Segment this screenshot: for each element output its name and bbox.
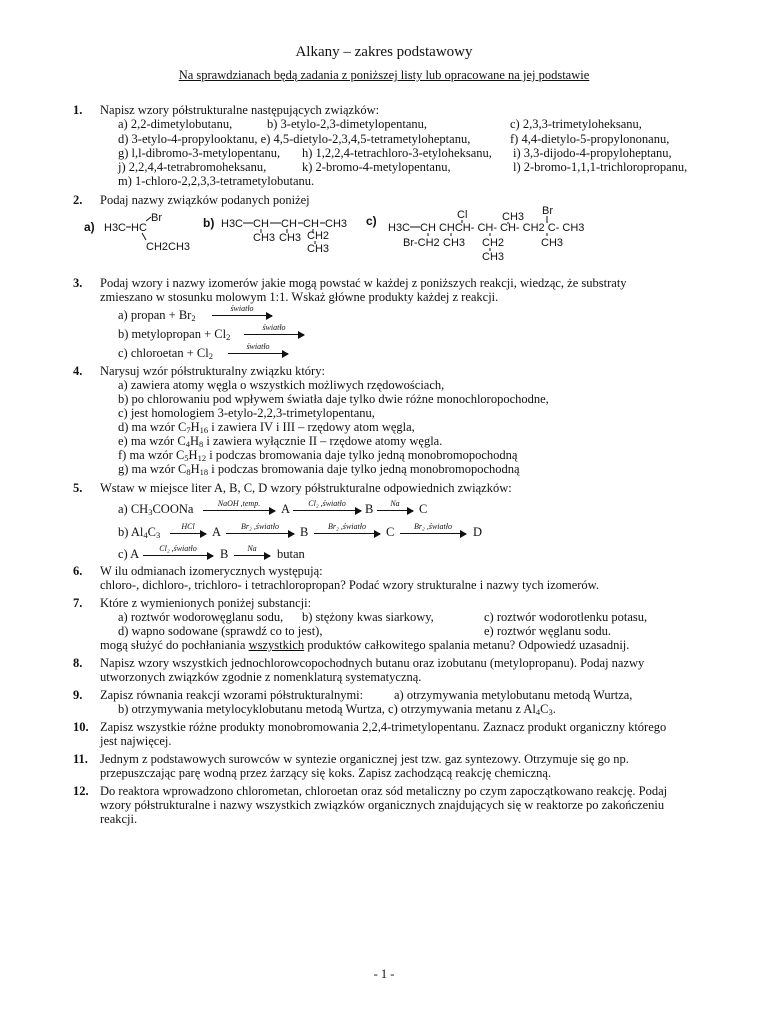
q1-item-c: c) 2,3,3-trimetyloheksanu, (510, 117, 642, 131)
q5-b-D: D (473, 525, 483, 539)
q7-number: 7. (73, 596, 83, 610)
q5-b-arrow-3: Br₂ ,światło (314, 520, 380, 534)
formula-a-label: a) (84, 220, 95, 234)
page-number: - 1 - (373, 967, 395, 981)
q3-reaction-c: c) chloroetan + $Cl_2$ (118, 346, 213, 361)
formula-b-ch2-branch: CH2 (307, 230, 330, 242)
formula-c-ch2: CH2 (482, 237, 505, 249)
q5-text: Wstaw w miejsce liter A, B, C, D wzory półstrukturalne odpowiednich związków: (100, 481, 512, 495)
q5-b-A: A (212, 525, 222, 539)
q5-number: 5. (73, 481, 83, 495)
q7-item-e: e) roztwór węglanu sodu. (484, 624, 612, 638)
q6-line-2: chloro-, dichloro-, trichloro- i tetrachloropropan? Podać wzory strukturalne i nazwy tych izomerów. (100, 578, 600, 592)
q10-line-1: Zapisz wszystkie różne produkty monobromowania 2,2,4-trimetylopentanu. Zaznacz produkt organiczny którego (100, 720, 667, 734)
q3-reaction-b: b) metylopropan + $Cl_2$ (118, 327, 231, 342)
q3-arrow-b: światło (244, 321, 304, 335)
formula-b-ch3: CH (303, 218, 319, 230)
q5-a-arrow-1: NaOH ,temp. (203, 497, 275, 511)
q6-number: 6. (73, 564, 83, 578)
q9-line-1b: a) otrzymywania metylobutanu metodą Wurtza, (394, 688, 633, 702)
q1-item-l: l) 2-bromo-1,1,1-trichloropropanu, (513, 160, 688, 174)
q5-c-arrow-1: Cl₂ ,światło (143, 542, 213, 556)
q6-line-1: W ilu odmianach izomerycznych występują: (100, 564, 323, 578)
q4-item-a: a) zawiera atomy węgla o wszystkich możliwych rzędowościach, (118, 378, 445, 392)
q3-reaction-a: a) propan + $Br_2$ (118, 308, 196, 323)
q4-item-g: g) ma wzór $C_8H_{18}$ i podczas bromowania daje tylko jedną monobromopochodną (118, 462, 520, 477)
q5-a-B: B (365, 502, 374, 516)
q4-item-b: b) po chlorowaniu pod wpływem światła daje tylko dwie różne monochloropochodne, (118, 392, 549, 406)
q5-b-C: C (386, 525, 395, 539)
q12-line-2: wzory półstrukturalne i nazwy wszystkich związków organicznych znajdujących się w reaktorze po zakończeniu (100, 798, 665, 812)
formula-c-h3c: H3C (388, 222, 411, 234)
formula-b-h3c: H3C (221, 218, 244, 230)
q12-number: 12. (73, 784, 89, 798)
q5-b-arrow-4: Br₂ ,światło (400, 520, 466, 534)
q11-number: 11. (73, 752, 88, 766)
formula-b-ch1: CH (253, 218, 269, 230)
q7-item-a: a) roztwór wodorowęglanu sodu, (118, 610, 284, 624)
formula-b-label: b) (203, 216, 215, 230)
q1-item-i: i) 3,3-dijodo-4-propyloheptanu, (513, 146, 672, 160)
q3-number: 3. (73, 276, 83, 290)
formula-b-ch2: CH (281, 218, 297, 230)
q7-item-d: d) wapno sodowane (sprawdź co to jest), (118, 624, 323, 638)
formula-a-h3c: H3C (104, 222, 127, 234)
q10-number: 10. (73, 720, 89, 734)
q4-item-c: c) jest homologiem 3-etylo-2,2,3-trimetylopentanu, (118, 406, 375, 420)
structural-formula-a (84, 210, 191, 260)
q9-number: 9. (73, 688, 83, 702)
q3-arrow-c: światło (228, 340, 288, 354)
formula-a-ch2ch3: CH2CH3 (146, 241, 191, 253)
q8-number: 8. (73, 656, 83, 670)
q5-b-B: B (300, 525, 309, 539)
q8-line-1: Napisz wzory wszystkich jednochlorowcopochodnych butanu oraz izobutanu (metylopropanu). Podaj nazwy (100, 656, 645, 670)
q1-item-k: k) 2-bromo-4-metylopentanu, (302, 160, 451, 174)
q7-line-1: Które z wymienionych poniżej substancji: (100, 596, 312, 610)
q5-a-A: A (281, 502, 291, 516)
q2-number: 2. (73, 193, 83, 207)
q7-item-c: c) roztwór wodorotlenku potasu, (484, 610, 648, 624)
q5-a-arrow-3: Na (377, 497, 413, 511)
formula-a-br: Br (151, 212, 162, 224)
q1-item-g: g) l,l-dibromo-3-metylopentanu, (118, 146, 281, 160)
q10-line-2: jest najwięcej. (100, 734, 172, 748)
q1-text: Napisz wzory półstrukturalne następujących związków: (100, 103, 380, 117)
q5-b-arrow-2: Br₂ ,światło (226, 520, 294, 534)
q9-line-1a: Zapisz równania reakcji wzorami półstrukturalnymi: (100, 688, 364, 702)
formula-c-label: c) (366, 214, 377, 228)
formula-c-ch3-top: CH3 (502, 211, 525, 223)
formula-c-ch3-c: CH3 (541, 237, 564, 249)
q5-c-arrow-2: Na (234, 542, 270, 556)
q5-c-B: B (220, 547, 229, 561)
formula-c-ch3-b: CH3 (482, 251, 505, 263)
q5-a-arrow-2: Cl₂ ,światło (293, 497, 361, 511)
q1-item-de: d) 3-etylo-4-propylooktanu, e) 4,5-dietylo-2,3,4,5-tetrametyloheptanu, (118, 132, 471, 146)
q5-a-C: C (419, 502, 428, 516)
formula-b-ch3-branch-a: CH3 (253, 232, 276, 244)
q1-item-m: m) 1-chloro-2,2,3,3-tetrametylobutanu. (118, 174, 315, 188)
formula-c-cl: Cl (457, 209, 468, 221)
formula-b-ch3-branch-b: CH3 (279, 232, 302, 244)
q7-item-b: b) stężony kwas siarkowy, (302, 610, 434, 624)
q5-c-end: butan (277, 547, 305, 561)
q12-line-1: Do reaktora wprowadzono chlorometan, chloroetan oraz sód metaliczny po czym zapoczątkowano reakcję. Podaj (100, 784, 668, 798)
q5-b-arrow-1: HCl (170, 520, 206, 534)
q11-line-2: przepuszczając parę wodną przez żarzący się koks. Zapisz zachodzącą reakcję chemiczną. (100, 766, 552, 780)
formula-c-ch3-a: CH3 (443, 237, 466, 249)
page-subtitle: Na sprawdzianach będą zadania z poniższej listy lub opracowane na jej podstawie (178, 68, 590, 82)
q4-text: Narysuj wzór półstrukturalny związku który: (100, 364, 325, 378)
q1-number: 1. (73, 103, 83, 117)
q5-b-start: b) $Al_4C_3$ (118, 525, 161, 540)
q4-number: 4. (73, 364, 83, 378)
q12-line-3: reakcji. (100, 812, 138, 826)
q1-item-h: h) 1,2,2,4-tetrachloro-3-etyloheksanu, (302, 146, 492, 160)
structural-formula-b (203, 210, 363, 260)
q1-item-a: a) 2,2-dimetylobutanu, (118, 117, 233, 131)
structural-formula-c (366, 204, 586, 266)
formula-c-br: Br (542, 205, 553, 217)
page-title: Alkany – zakres podstawowy (295, 44, 473, 60)
formula-c-brch2: Br-CH2 (403, 237, 440, 249)
formula-a-hc: HC (131, 222, 147, 234)
q3-arrow-a: światło (212, 302, 272, 316)
q1-item-b: b) 3-etylo-2,3-dimetylopentanu, (267, 117, 428, 131)
q4-item-e: e) ma wzór $C_4H_8$ i zawiera wyłącznie II – rzędowe atomy węgla. (118, 434, 443, 449)
q7-line-4: mogą służyć do pochłaniania wszystkich produktów całkowitego spalania metanu? Odpowiedź uzasadnij. (100, 638, 630, 652)
q3-line-1: Podaj wzory i nazwy izomerów jakie mogą powstać w każdej z poniższych reakcji, wiedząc, że substraty (100, 276, 627, 290)
formula-b-ch3-branch-c: CH3 (307, 243, 330, 255)
q8-line-2: utworzonych związków zgodnie z nomenklaturą systematyczną. (100, 670, 422, 684)
q1-item-j: j) 2,2,4,4-tetrabromoheksanu, (118, 160, 267, 174)
q5-a-start: a) $CH_3COONa$ (118, 502, 194, 517)
q5-c-start: c) A (118, 547, 140, 561)
q2-text: Podaj nazwy związków podanych poniżej (100, 193, 310, 207)
formula-b-ch3-end: CH3 (325, 218, 348, 230)
q1-item-f: f) 4,4-dietylo-5-propylononanu, (510, 132, 670, 146)
q3-line-2: zmieszano w stosunku molowym 1:1. Wskaż główne produkty każdej z reakcji. (100, 290, 499, 304)
q4-item-d: d) ma wzór $C_7H_{16}$ i zawiera IV i III – rzędowy atom węgla, (118, 420, 415, 435)
q4-item-f: f) ma wzór $C_5H_{12}$ i podczas bromowania daje tylko jedną monobromopochodną (118, 448, 518, 463)
q11-line-1: Jednym z podstawowych surowców w syntezie organicznej jest tzw. gaz syntezowy. Otrzymuje się go np. (100, 752, 629, 766)
q9-line-2: b) otrzymywania metylocyklobutanu metodą Wurtza, c) otrzymywania metanu z $Al_4C_3$. (118, 702, 556, 717)
formula-c-chain: CH CHCH- CH- CH- CH2 C- CH3 (420, 222, 585, 234)
